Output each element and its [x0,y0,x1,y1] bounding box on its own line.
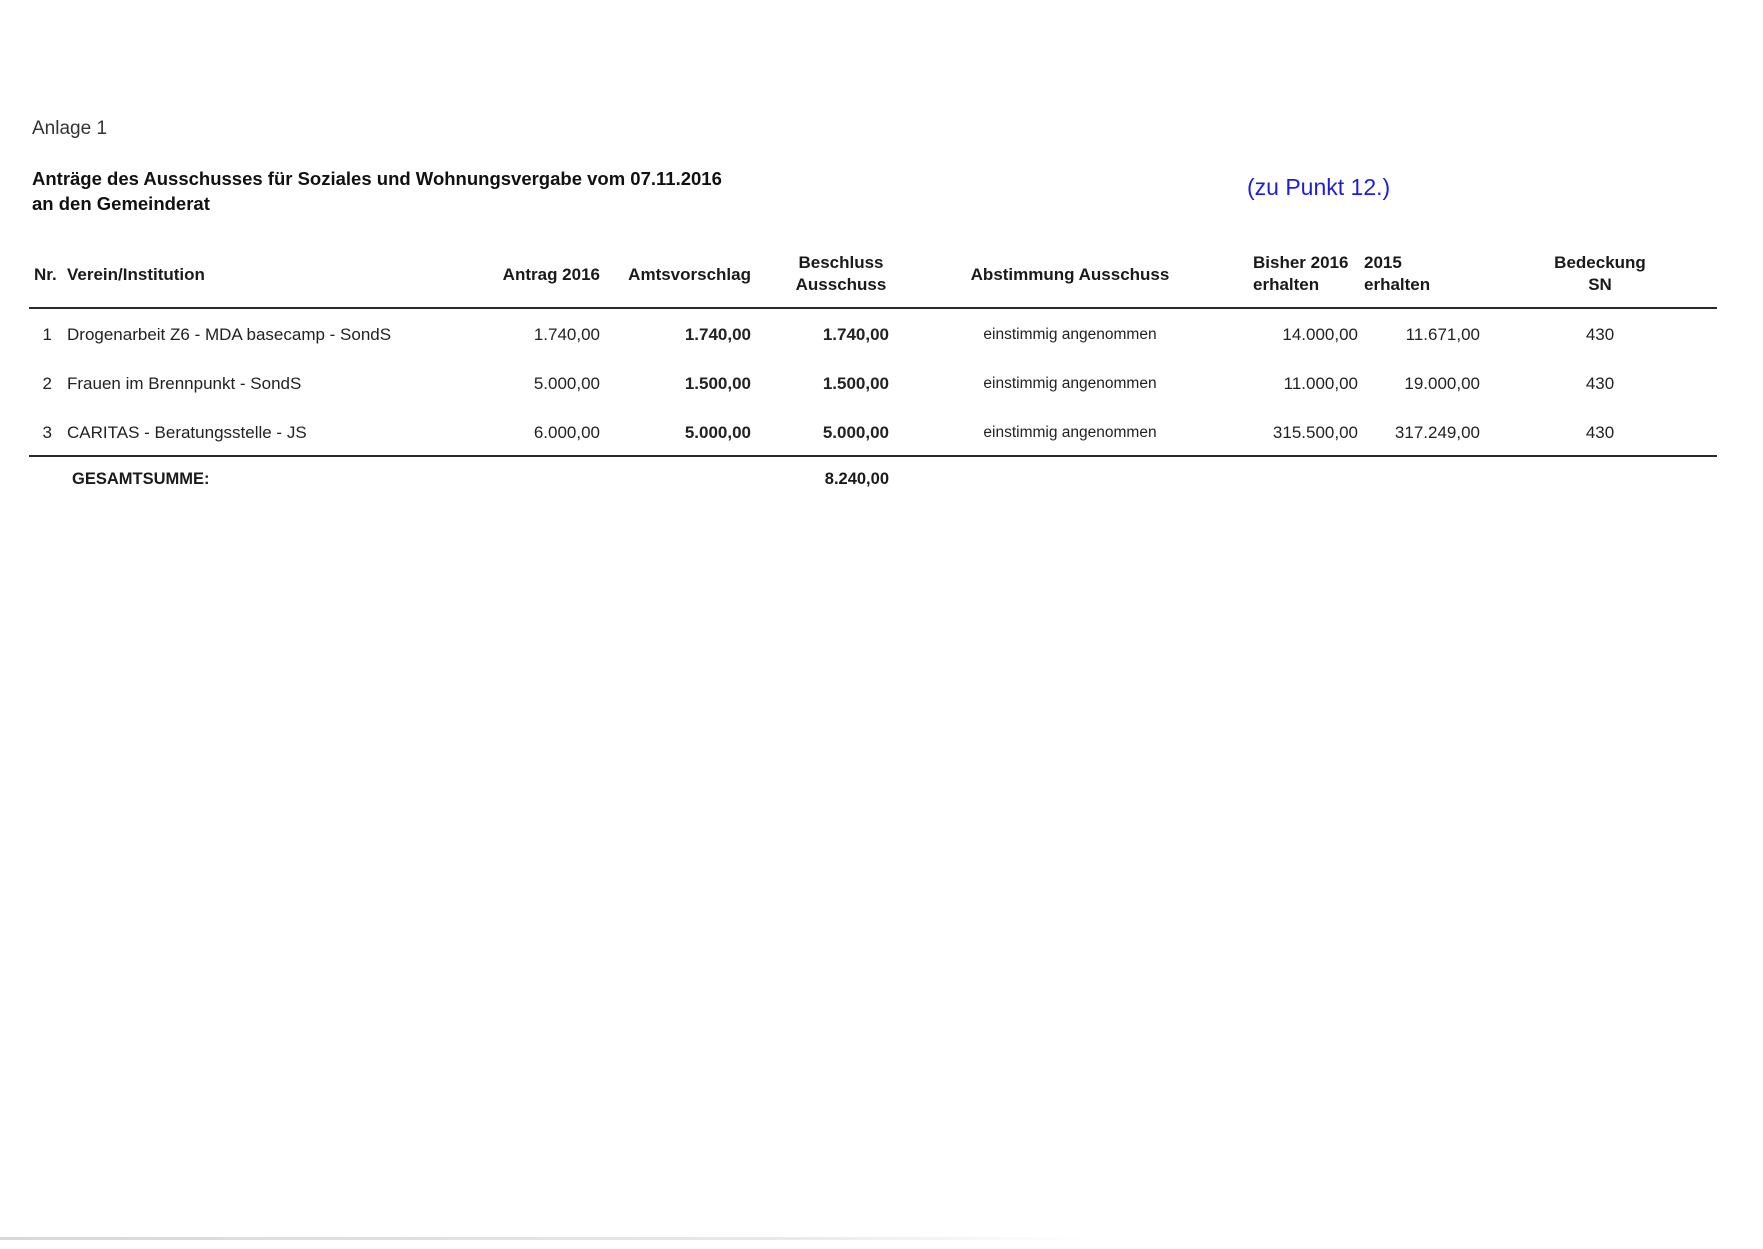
row-antrag: 6.000,00 [533,423,600,442]
header-nr: Nr. [34,265,57,284]
scan-edge-shadow [0,1237,1090,1240]
row-institution: Frauen im Brennpunkt - SondS [67,374,302,393]
row-amtsvorschlag: 1.500,00 [684,374,751,393]
row-beschluss: 1.740,00 [822,325,889,344]
row-nr: 1 [42,325,52,344]
row-abstimmung: einstimmig angenommen [983,326,1157,343]
total-value: 8.240,00 [824,470,889,488]
row-bedeckung: 430 [1585,325,1615,344]
header-beschluss-line-2: Ausschuss [795,275,887,294]
header-beschluss-line-1: Beschluss [798,253,884,272]
row-nr: 3 [42,423,52,442]
row-institution: Drogenarbeit Z6 - MDA basecamp - SondS [67,325,392,344]
header-bisher [1253,252,1348,296]
header-abstimmung: Abstimmung Ausschuss [970,265,1170,284]
header-institution: Verein/Institution [67,265,205,284]
header-bedeckung [1530,252,1670,296]
row-antrag: 5.000,00 [533,374,600,393]
row-nr: 2 [42,374,52,393]
annex-label: Anlage 1 [32,118,108,139]
title-line-1: Anträge des Ausschusses für Soziales und Wohnungsvergabe vom 07.11.2016 [32,168,722,189]
header-beschluss [780,252,902,296]
header-bisher-line-2: erhalten [1253,275,1320,294]
row-bisher: 315.500,00 [1272,423,1358,442]
header-amtsvorschlag: Amtsvorschlag [628,265,751,284]
row-bisher: 14.000,00 [1282,325,1358,344]
total-label: GESAMTSUMME: [72,470,210,488]
header-prev-line-2: erhalten [1364,275,1431,294]
row-antrag: 1.740,00 [533,325,600,344]
header-bisher-line-1: Bisher 2016 [1253,253,1349,272]
row-beschluss: 5.000,00 [822,423,889,442]
row-bedeckung: 430 [1585,423,1615,442]
header-bedeckung-line-2: SN [1588,275,1612,294]
row-prev-year: 11.671,00 [1405,325,1480,344]
row-prev-year: 19.000,00 [1404,374,1480,393]
header-antrag: Antrag 2016 [502,265,600,284]
header-divider [29,307,1717,309]
header-bedeckung-line-1: Bedeckung [1554,253,1646,272]
row-prev-year: 317.249,00 [1394,423,1480,442]
header-prev-line-1: 2015 [1364,253,1402,272]
row-institution: CARITAS - Beratungsstelle - JS [67,423,307,442]
document-title [32,166,722,216]
row-amtsvorschlag: 5.000,00 [684,423,751,442]
row-abstimmung: einstimmig angenommen [983,424,1157,441]
header-prev-year [1364,252,1430,296]
row-bedeckung: 430 [1585,374,1615,393]
row-beschluss: 1.500,00 [822,374,889,393]
row-amtsvorschlag: 1.740,00 [684,325,751,344]
row-abstimmung: einstimmig angenommen [983,375,1157,392]
total-divider [29,455,1717,457]
title-line-2: an den Gemeinderat [32,193,210,214]
row-bisher: 11.000,00 [1283,374,1358,393]
reference-note: (zu Punkt 12.) [1247,174,1391,200]
